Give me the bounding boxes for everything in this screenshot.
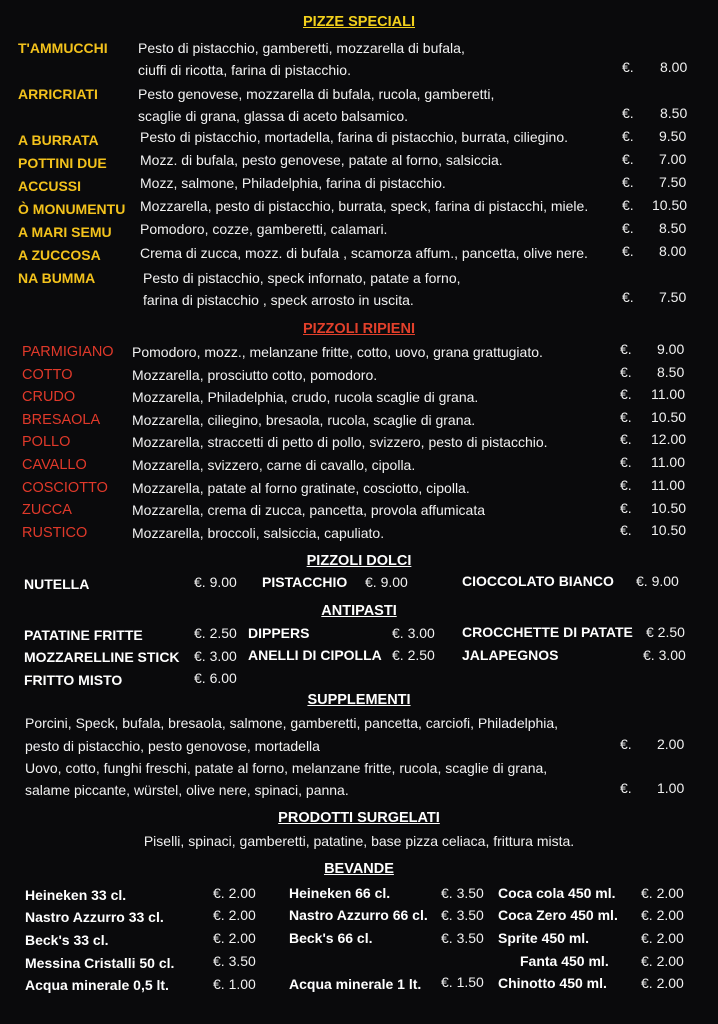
antipasti-price: € 2.50 <box>646 624 685 640</box>
ripieni-price: 11.00 <box>651 386 685 402</box>
speciali-price: 7.50 <box>659 289 687 305</box>
bevanda-price: €. 3.50 <box>441 907 484 923</box>
ripieni-name: BRESAOLA <box>22 412 101 428</box>
speciali-desc: Crema di zucca, mozz. di bufala , scamorza affum., pancetta, olive nere. <box>140 245 588 261</box>
ripieni-price: 9.00 <box>657 341 685 357</box>
bevanda-price: €. 3.50 <box>441 885 484 901</box>
bevanda-name: Heineken 33 cl. <box>25 887 127 903</box>
section-title-pizzoli-ripieni: PIZZOLI RIPIENI <box>303 321 415 337</box>
ripieni-name: ZUCCA <box>22 502 72 518</box>
antipasti-price: €. 3.00 <box>392 625 435 641</box>
section-title-pizze-speciali: PIZZE SPECIALI <box>303 14 415 30</box>
antipasti-name: CROCCHETTE DI PATATE <box>462 624 633 640</box>
bevanda-name: Beck's 66 cl. <box>289 930 373 946</box>
ripieni-price: 10.50 <box>651 409 687 425</box>
speciali-desc: Pesto di pistacchio, gamberetti, mozzarella di bufala, <box>138 40 465 56</box>
antipasti-price: €. 3.00 <box>194 648 237 664</box>
ripieni-name: CRUDO <box>22 389 76 405</box>
antipasti-name: MOZZARELLINE STICK <box>24 649 180 665</box>
currency-symbol: €. <box>620 780 632 796</box>
antipasti-name: PATATINE FRITTE <box>24 627 143 643</box>
speciali-desc: ciuffi di ricotta, farina di pistacchio. <box>138 62 351 78</box>
dolci-price: €. 9.00 <box>365 574 408 590</box>
speciali-name: POTTINI DUE <box>18 155 107 171</box>
currency-symbol: €. <box>620 522 632 538</box>
speciali-desc: Mozz, salmone, Philadelphia, farina di pistacchio. <box>140 175 446 191</box>
antipasti-name: ANELLI DI CIPOLLA <box>248 647 382 663</box>
ripieni-desc: Mozzarella, ciliegino, bresaola, rucola, scaglie di grana. <box>132 412 476 428</box>
bevanda-name: Acqua minerale 1 lt. <box>289 976 422 992</box>
currency-symbol: €. <box>620 454 632 470</box>
bevanda-price: €. 1.50 <box>441 974 484 990</box>
dolci-name: PISTACCHIO <box>262 574 348 590</box>
supplementi-text: Uovo, cotto, funghi freschi, patate al forno, melanzane fritte, rucola, scaglie di grana, <box>25 760 548 776</box>
currency-symbol: €. <box>620 341 632 357</box>
antipasti-name: FRITTO MISTO <box>24 672 123 688</box>
antipasti-name: JALAPEGNOS <box>462 647 559 663</box>
supplementi-text: pesto di pistacchio, pesto genovose, mortadella <box>25 738 320 754</box>
ripieni-name: RUSTICO <box>22 525 88 541</box>
ripieni-name: COTTO <box>22 367 73 383</box>
currency-symbol: €. <box>620 386 632 402</box>
section-title-supplementi: SUPPLEMENTI <box>307 692 411 708</box>
ripieni-desc: Mozzarella, svizzero, carne di cavallo, cipolla. <box>132 457 416 473</box>
supplementi-price: 1.00 <box>657 780 685 796</box>
dolci-name: NUTELLA <box>24 576 90 592</box>
ripieni-name: POLLO <box>22 434 71 450</box>
ripieni-desc: Mozzarella, broccoli, salsiccia, capuliato. <box>132 525 385 541</box>
currency-symbol: €. <box>622 174 634 190</box>
bevanda-price: €. 2.00 <box>213 885 256 901</box>
bevanda-price: €. 2.00 <box>641 930 684 946</box>
currency-symbol: €. <box>622 151 634 167</box>
section-title-bevande: BEVANDE <box>324 861 394 877</box>
speciali-name: ARRICRIATI <box>18 86 98 102</box>
ripieni-price: 11.00 <box>651 477 685 493</box>
bevanda-price: €. 2.00 <box>213 907 256 923</box>
ripieni-name: PARMIGIANO <box>22 344 114 360</box>
antipasti-price: €. 2.50 <box>392 647 435 663</box>
ripieni-desc: Mozzarella, patate al forno gratinate, cosciotto, cipolla. <box>132 480 470 496</box>
currency-symbol: €. <box>620 409 632 425</box>
bevanda-price: €. 2.00 <box>641 953 684 969</box>
supplementi-text: salame piccante, würstel, olive nere, spinaci, panna. <box>25 782 349 798</box>
currency-symbol: €. <box>622 243 634 259</box>
speciali-name: NA BUMMA <box>18 270 96 286</box>
antipasti-price: €. 3.00 <box>643 647 686 663</box>
antipasti-name: DIPPERS <box>248 625 310 641</box>
speciali-name: A MARI SEMU <box>18 224 112 240</box>
speciali-desc: Mozz. di bufala, pesto genovese, patate al forno, salsiccia. <box>140 152 503 168</box>
bevanda-price: €. 3.50 <box>441 930 484 946</box>
ripieni-price: 10.50 <box>651 522 687 538</box>
ripieni-price: 8.50 <box>657 364 685 380</box>
dolci-price: €. 9.00 <box>636 573 679 589</box>
bevanda-price: €. 1.00 <box>213 976 256 992</box>
bevanda-name: Nastro Azzurro 66 cl. <box>289 907 428 923</box>
supplementi-text: Porcini, Speck, bufala, bresaola, salmone, gamberetti, pancetta, carciofi, Philadelphia, <box>25 715 559 731</box>
bevanda-name: Chinotto 450 ml. <box>498 975 607 991</box>
speciali-desc: scaglie di grana, glassa di aceto balsamico. <box>138 108 409 124</box>
speciali-price: 8.00 <box>660 59 688 75</box>
bevanda-name: Coca Zero 450 ml. <box>498 907 618 923</box>
section-title-prodotti-surgelati: PRODOTTI SURGELATI <box>278 810 440 826</box>
speciali-price: 8.50 <box>660 105 688 121</box>
currency-symbol: €. <box>622 197 634 213</box>
bevanda-price: €. 2.00 <box>213 930 256 946</box>
currency-symbol: €. <box>620 431 632 447</box>
bevanda-price: €. 2.00 <box>641 907 684 923</box>
bevanda-price: €. 3.50 <box>213 953 256 969</box>
bevanda-name: Acqua minerale 0,5 lt. <box>25 977 169 993</box>
bevanda-name: Heineken 66 cl. <box>289 885 391 901</box>
bevanda-name: Nastro Azzurro 33 cl. <box>25 909 164 925</box>
ripieni-desc: Mozzarella, crema di zucca, pancetta, provola affumicata <box>132 502 486 518</box>
bevanda-name: Beck's 33 cl. <box>25 932 109 948</box>
currency-symbol: €. <box>622 289 634 305</box>
bevanda-name: Coca cola 450 ml. <box>498 885 616 901</box>
speciali-name: T'AMMUCCHI <box>18 40 108 56</box>
speciali-desc: Pesto di pistacchio, mortadella, farina di pistacchio, burrata, ciliegino. <box>140 129 568 145</box>
antipasti-price: €. 6.00 <box>194 670 237 686</box>
speciali-name: Ò MONUMENTU <box>18 201 126 217</box>
section-title-antipasti: ANTIPASTI <box>321 603 397 619</box>
ripieni-name: CAVALLO <box>22 457 87 473</box>
currency-symbol: €. <box>620 477 632 493</box>
bevanda-price: €. 2.00 <box>641 885 684 901</box>
speciali-desc: Pomodoro, cozze, gamberetti, calamari. <box>140 221 388 237</box>
ripieni-desc: Pomodoro, mozz., melanzane fritte, cotto, uovo, grana grattugiato. <box>132 344 543 360</box>
ripieni-desc: Mozzarella, straccetti di petto di pollo, svizzero, pesto di pistacchio. <box>132 434 548 450</box>
speciali-desc: Mozzarella, pesto di pistacchio, burrata, speck, farina di pistacchi, miele. <box>140 198 589 214</box>
speciali-price: 10.50 <box>652 197 688 213</box>
ripieni-price: 12.00 <box>651 431 687 447</box>
dolci-price: €. 9.00 <box>194 574 237 590</box>
speciali-price: 8.00 <box>659 243 687 259</box>
supplementi-price: 2.00 <box>657 736 685 752</box>
speciali-desc: Pesto genovese, mozzarella di bufala, rucola, gamberetti, <box>138 86 495 102</box>
speciali-name: A BURRATA <box>18 132 99 148</box>
currency-symbol: €. <box>622 128 634 144</box>
bevanda-name: Sprite 450 ml. <box>498 930 590 946</box>
ripieni-name: COSCIOTTO <box>22 480 108 496</box>
speciali-price: 7.00 <box>659 151 687 167</box>
speciali-desc: farina di pistacchio , speck arrosto in uscita. <box>143 292 414 308</box>
surgelati-text: Piselli, spinaci, gamberetti, patatine, base pizza celiaca, frittura mista. <box>143 833 575 849</box>
ripieni-price: 11.00 <box>651 454 685 470</box>
section-title-pizzoli-dolci: PIZZOLI DOLCI <box>306 553 412 569</box>
ripieni-desc: Mozzarella, prosciutto cotto, pomodoro. <box>132 367 378 383</box>
speciali-desc: Pesto di pistacchio, speck infornato, patate a forno, <box>143 270 461 286</box>
bevanda-name: Messina Cristalli 50 cl. <box>25 955 175 971</box>
currency-symbol: €. <box>620 500 632 516</box>
currency-symbol: €. <box>622 59 634 75</box>
dolci-name: CIOCCOLATO BIANCO <box>462 573 614 589</box>
ripieni-desc: Mozzarella, Philadelphia, crudo, rucola scaglie di grana. <box>132 389 479 405</box>
antipasti-price: €. 2.50 <box>194 625 237 641</box>
bevanda-name: Fanta 450 ml. <box>520 953 609 969</box>
currency-symbol: €. <box>622 105 634 121</box>
speciali-price: 8.50 <box>659 220 687 236</box>
speciali-price: 7.50 <box>659 174 687 190</box>
currency-symbol: €. <box>620 736 632 752</box>
ripieni-price: 10.50 <box>651 500 687 516</box>
speciali-name: A ZUCCOSA <box>18 247 101 263</box>
bevanda-price: €. 2.00 <box>641 975 684 991</box>
speciali-price: 9.50 <box>659 128 687 144</box>
currency-symbol: €. <box>622 220 634 236</box>
speciali-name: ACCUSSI <box>18 178 82 194</box>
currency-symbol: €. <box>620 364 632 380</box>
